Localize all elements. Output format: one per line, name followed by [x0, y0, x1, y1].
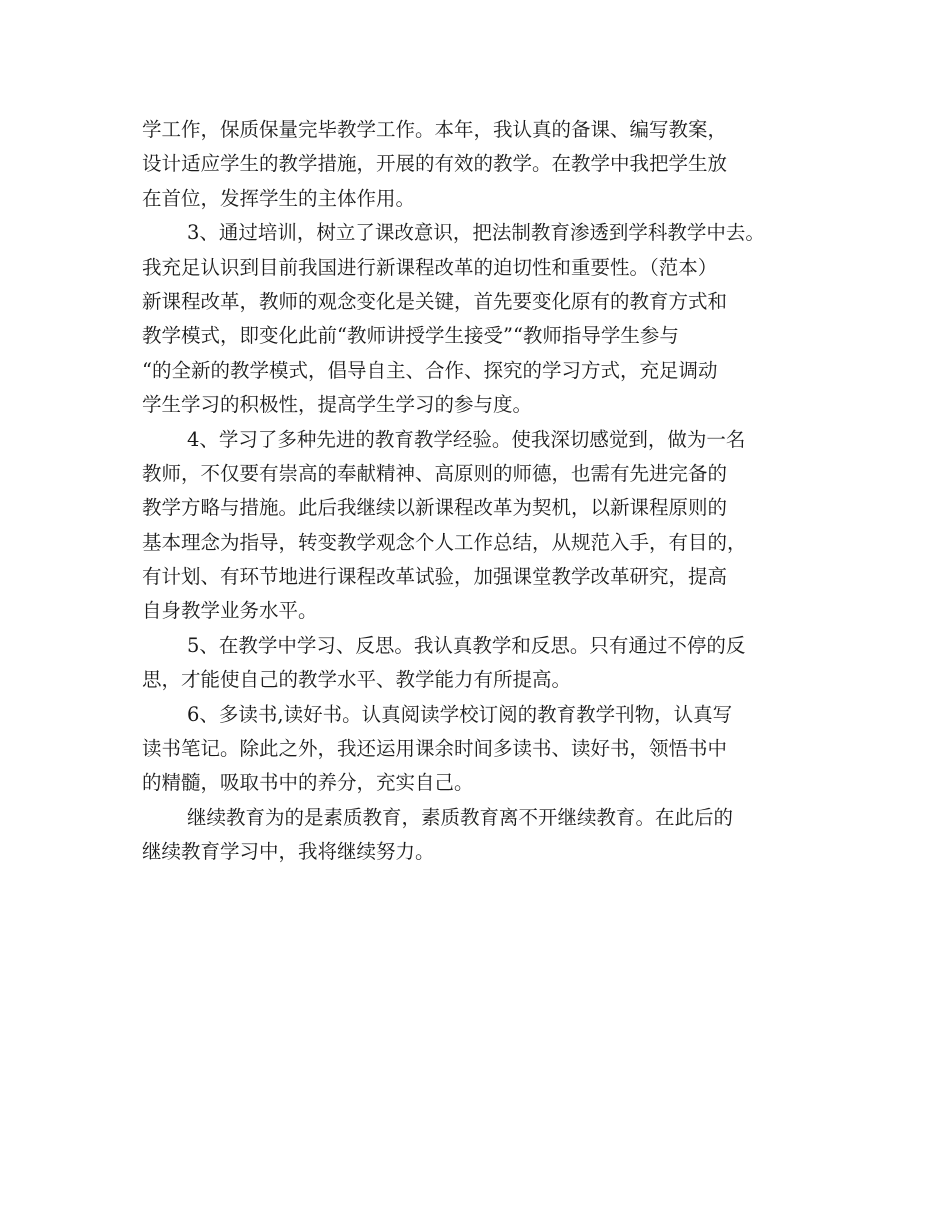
text-line: 新课程改革，教师的观念变化是关键，首先要变化原有的教育方式和 [142, 289, 728, 313]
text-line: 思，才能使自己的教学水平、教学能力有所提高。 [142, 668, 572, 692]
closing-paragraph-first-line: 继续教育为的是素质教育，素质教育离不开继续教育。在此后的 [187, 805, 734, 829]
text-line: 学生学习的积极性，提高学生学习的参与度。 [142, 393, 533, 417]
text-line: 教学模式，即变化此前“教师讲授学生接受”“教师指导学生参与 [142, 324, 679, 348]
paragraph-4-first-line: 4、学习了多种先进的教育教学经验。使我深切感觉到，做为一名 [187, 427, 746, 451]
text-line: “的全新的教学模式，倡导自主、合作、探究的学习方式，充足调动 [142, 358, 718, 382]
text-line: 基本理念为指导，转变教学观念个人工作总结，从规范入手，有目的， [142, 530, 747, 554]
text-line: 教师，不仅要有崇高的奉献精神、高原则的师德，也需有先进完备的 [142, 461, 728, 485]
text-line: 有计划、有环节地进行课程改革试验，加强课堂教学改革研究，提高 [142, 565, 728, 589]
paragraph-3-first-line: 3、通过培训，树立了课改意识，把法制教育渗透到学科教学中去。 [187, 221, 765, 245]
text-line: 读书笔记。除此之外，我还运用课余时间多读书、读好书，领悟书中 [142, 737, 728, 761]
text-line: 在首位，发挥学生的主体作用。 [142, 186, 416, 210]
text-line: 教学方略与措施。此后我继续以新课程改革为契机，以新课程原则的 [142, 496, 728, 520]
paragraph-6-first-line: 6、多读书,读好书。认真阅读学校订阅的教育教学刊物，认真写 [187, 702, 733, 726]
text-line: 继续教育学习中，我将继续努力。 [142, 840, 435, 864]
text-line: 设计适应学生的教学措施，开展的有效的教学。在教学中我把学生放 [142, 152, 728, 176]
paragraph-5-first-line: 5、在教学中学习、反思。我认真教学和反思。只有通过不停的反 [187, 633, 746, 657]
text-line: 学工作，保质保量完毕教学工作。本年，我认真的备课、编写教案， [142, 118, 728, 141]
text-line: 我充足认识到目前我国进行新课程改革的迫切性和重要性。（范本） [142, 255, 718, 279]
text-line: 自身教学业务水平。 [142, 599, 318, 623]
document-body [142, 113, 822, 870]
text-line: 的精髓，吸取书中的养分，充实自己。 [142, 771, 474, 795]
